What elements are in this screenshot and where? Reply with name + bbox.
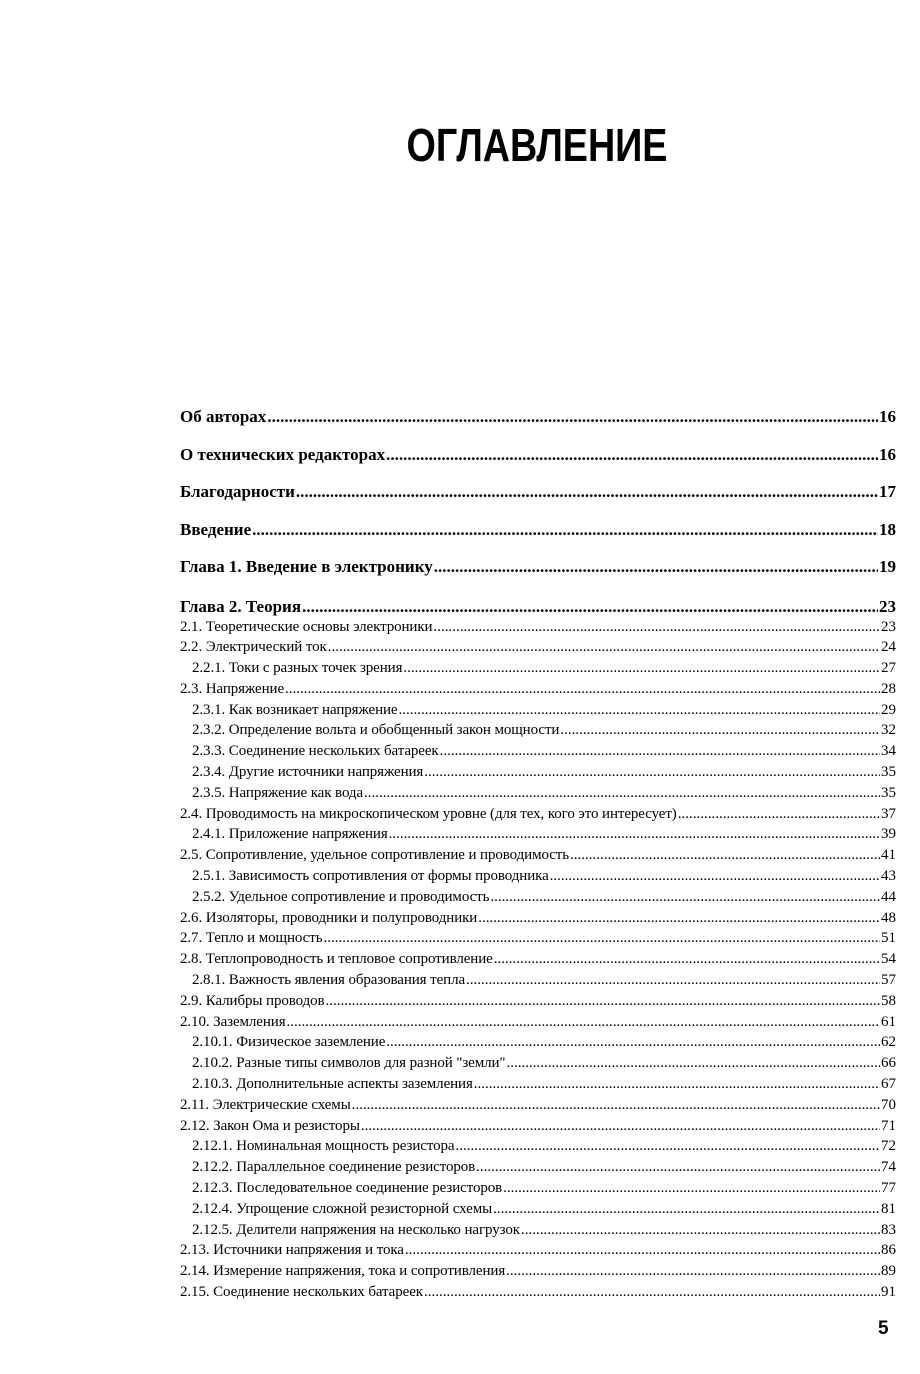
toc-entry[interactable]	[180, 1240, 896, 1261]
dot-leader	[424, 1282, 880, 1303]
toc-entry[interactable]	[180, 1178, 896, 1199]
toc-entry[interactable]	[180, 1032, 896, 1053]
dot-leader	[399, 700, 881, 721]
toc-entry-page: 23	[881, 618, 896, 635]
toc-entry-page: 62	[881, 1034, 896, 1051]
toc-entry-title: 2.3. Напряжение	[180, 680, 285, 697]
toc-entry-title: 2.10. Заземления	[180, 1013, 286, 1030]
toc-entry[interactable]	[180, 783, 896, 804]
toc-entry-title: Глава 2. Теория	[180, 596, 302, 616]
toc-entry-title: 2.14. Измерение напряжения, тока и сопротивления	[180, 1263, 506, 1280]
toc-entry-page: 37	[881, 805, 896, 822]
toc-entry-title: 2.3.1. Как возникает напряжение	[192, 701, 398, 718]
toc-entry[interactable]	[180, 1053, 896, 1074]
toc-entry-page: 16	[879, 444, 896, 464]
toc-entry-title: 2.10.1. Физическое заземление	[192, 1034, 386, 1051]
toc-entry[interactable]	[180, 824, 896, 845]
dot-leader	[403, 658, 880, 679]
table-of-contents	[180, 405, 896, 1303]
toc-entry[interactable]	[180, 405, 896, 443]
toc-entry-page: 61	[881, 1013, 896, 1030]
toc-entry-page: 74	[881, 1159, 896, 1176]
toc-entry[interactable]	[180, 866, 896, 887]
toc-entry-page: 41	[881, 847, 896, 864]
toc-entry-page: 83	[881, 1221, 896, 1238]
toc-entry-title: 2.4. Проводимость на микроскопическом уровне (для тех, кого это интересует)	[180, 805, 677, 822]
toc-entry-page: 86	[881, 1242, 896, 1259]
dot-leader	[364, 783, 880, 804]
toc-entry[interactable]	[180, 480, 896, 518]
page-number: 5	[878, 1318, 889, 1339]
toc-entry-page: 17	[879, 482, 896, 501]
toc-entry-title: 2.2. Электрический ток	[180, 639, 327, 656]
toc-entry-page: 29	[881, 701, 896, 718]
toc-entry[interactable]	[180, 908, 896, 929]
toc-entry-page: 24	[881, 639, 896, 656]
page-title: ОГЛАВЛЕНИЕ	[406, 119, 668, 171]
toc-entry-page: 44	[881, 888, 896, 905]
toc-entry-title: 2.10.3. Дополнительные аспекты заземления	[192, 1076, 473, 1093]
toc-entry-page: 27	[881, 660, 896, 677]
toc-entry-page: 71	[881, 1117, 896, 1134]
dot-leader	[466, 970, 880, 991]
toc-entry-title: 2.12.2. Параллельное соединение резисторов	[192, 1159, 476, 1176]
toc-entry-page: 51	[881, 930, 896, 947]
dot-leader	[434, 555, 878, 579]
toc-entry-title: 2.12. Закон Ома и резисторы	[180, 1117, 360, 1134]
toc-entry[interactable]	[180, 443, 896, 481]
toc-entry-title: 2.3.5. Напряжение как вода	[192, 784, 363, 801]
toc-entry-page: 48	[881, 909, 896, 926]
dot-leader	[570, 845, 880, 866]
toc-entry-title: 2.3.4. Другие источники напряжения	[192, 764, 424, 781]
toc-entry-title: Введение	[180, 519, 252, 539]
toc-entry[interactable]	[180, 1074, 896, 1095]
toc-entry-page: 32	[881, 722, 896, 739]
dot-leader	[287, 1012, 881, 1033]
toc-entry[interactable]	[180, 1261, 896, 1282]
toc-entry-title: Об авторах	[180, 407, 267, 426]
dot-leader	[326, 991, 880, 1012]
toc-entry-title: 2.8. Теплопроводность и тепловое сопротивление	[180, 951, 493, 968]
dot-leader	[328, 637, 880, 658]
toc-entry-title: 2.4.1. Приложение напряжения	[192, 826, 388, 843]
toc-entry-page: 35	[881, 784, 896, 801]
dot-leader	[405, 1240, 880, 1261]
toc-entry-title: 2.12.3. Последовательное соединение резисторов	[192, 1180, 503, 1197]
toc-entry-title: 2.1. Теоретические основы электроники	[180, 618, 433, 635]
dot-leader	[267, 405, 878, 429]
toc-entry[interactable]	[180, 658, 896, 679]
toc-entry-title: 2.7. Тепло и мощность	[180, 930, 323, 947]
dot-leader	[424, 762, 880, 783]
toc-entry-title: 2.5.1. Зависимость сопротивления от формы проводника	[192, 868, 549, 885]
toc-entry-page: 57	[881, 972, 896, 989]
dot-leader	[433, 617, 880, 638]
dot-leader	[476, 1157, 880, 1178]
toc-entry-title: О технических редакторах	[180, 444, 386, 464]
toc-entry-title: 2.3.2. Определение вольта и обобщенный закон мощности	[192, 722, 560, 739]
toc-entry-title: 2.3.3. Соединение нескольких батареек	[192, 743, 439, 760]
toc-entry-page: 35	[881, 764, 896, 781]
dot-leader	[285, 679, 880, 700]
toc-entry[interactable]	[180, 596, 896, 617]
toc-entry[interactable]	[180, 720, 896, 741]
dot-leader	[678, 804, 880, 825]
dot-leader	[494, 949, 880, 970]
toc-entry[interactable]	[180, 1116, 896, 1137]
toc-entry-page: 54	[881, 951, 896, 968]
toc-entry-page: 28	[881, 680, 896, 697]
toc-entry[interactable]	[180, 928, 896, 949]
toc-entry-page: 81	[881, 1200, 896, 1217]
dot-leader	[455, 1136, 880, 1157]
toc-entry-page: 18	[879, 519, 896, 539]
toc-entry-title: 2.5.2. Удельное сопротивление и проводимость	[192, 888, 490, 905]
toc-entry[interactable]	[180, 887, 896, 908]
dot-leader	[474, 1074, 880, 1095]
toc-entry-title: 2.10.2. Разные типы символов для разной "земли"	[192, 1055, 506, 1072]
dot-leader	[506, 1261, 880, 1282]
toc-entry-page: 77	[881, 1180, 896, 1197]
toc-entry[interactable]	[180, 949, 896, 970]
dot-leader	[493, 1199, 880, 1220]
toc-entry-page: 19	[879, 557, 896, 576]
toc-entry-title: 2.12.1. Номинальная мощность резистора	[192, 1138, 455, 1155]
toc-entry-title: 2.11. Электрические схемы	[180, 1096, 351, 1113]
dot-leader	[506, 1053, 880, 1074]
toc-entry[interactable]	[180, 637, 896, 658]
toc-entry[interactable]	[180, 1136, 896, 1157]
dot-leader	[361, 1116, 880, 1137]
dot-leader	[389, 824, 880, 845]
toc-entry-title: 2.12.5. Делители напряжения на несколько нагрузок	[192, 1221, 520, 1238]
dot-leader	[440, 741, 880, 762]
toc-entry[interactable]	[180, 804, 896, 825]
toc-entry-page: 43	[881, 868, 896, 885]
toc-entry-title: Благодарности	[180, 482, 295, 501]
toc-entry-page: 16	[879, 407, 896, 426]
toc-entry[interactable]	[180, 991, 896, 1012]
dot-leader	[252, 518, 878, 542]
dot-leader	[490, 887, 880, 908]
toc-entry-page: 39	[881, 826, 896, 843]
toc-entry[interactable]	[180, 1282, 896, 1303]
toc-entry-page: 66	[881, 1055, 896, 1072]
dot-leader	[478, 908, 880, 929]
toc-entry-title: 2.8.1. Важность явления образования тепла	[192, 972, 466, 989]
toc-entry[interactable]	[180, 555, 896, 593]
toc-entry-title: 2.6. Изоляторы, проводники и полупроводники	[180, 909, 478, 926]
dot-leader	[302, 596, 878, 617]
toc-entry[interactable]	[180, 845, 896, 866]
toc-entry-page: 58	[881, 992, 896, 1009]
toc-entry[interactable]	[180, 741, 896, 762]
dot-leader	[296, 480, 878, 504]
toc-entry[interactable]	[180, 700, 896, 721]
toc-entry[interactable]	[180, 762, 896, 783]
toc-entry[interactable]	[180, 1012, 896, 1033]
dot-leader	[560, 720, 880, 741]
toc-entry-title: 2.9. Калибры проводов	[180, 992, 325, 1009]
dot-leader	[386, 443, 878, 467]
dot-leader	[521, 1220, 880, 1241]
dot-leader	[550, 866, 880, 887]
toc-entry[interactable]	[180, 518, 896, 556]
toc-entry[interactable]	[180, 1220, 896, 1241]
toc-entry[interactable]	[180, 1095, 896, 1116]
toc-entry[interactable]	[180, 679, 896, 700]
toc-entry-title: 2.13. Источники напряжения и тока	[180, 1242, 404, 1259]
toc-entry-page: 23	[879, 596, 896, 616]
dot-leader	[352, 1095, 880, 1116]
toc-entry-page: 72	[881, 1138, 896, 1155]
toc-entry-page: 67	[881, 1076, 896, 1093]
dot-leader	[503, 1178, 880, 1199]
toc-entry-title: Глава 1. Введение в электронику	[180, 557, 433, 576]
toc-entry-page: 89	[881, 1263, 896, 1280]
toc-entry[interactable]	[180, 1199, 896, 1220]
dot-leader	[323, 928, 880, 949]
toc-entry[interactable]	[180, 1157, 896, 1178]
toc-entry-title: 2.15. Соединение нескольких батареек	[180, 1284, 423, 1300]
toc-entry-title: 2.5. Сопротивление, удельное сопротивление и проводимость	[180, 847, 569, 864]
toc-entry-title: 2.12.4. Упрощение сложной резисторной схемы	[192, 1200, 493, 1217]
toc-entry-title: 2.2.1. Токи с разных точек зрения	[192, 660, 403, 677]
toc-entry[interactable]	[180, 617, 896, 638]
toc-entry[interactable]	[180, 970, 896, 991]
dot-leader	[386, 1032, 880, 1053]
toc-entry-page: 34	[881, 743, 896, 760]
toc-entry-page: 91	[881, 1284, 896, 1300]
toc-entry-page: 70	[881, 1096, 896, 1113]
